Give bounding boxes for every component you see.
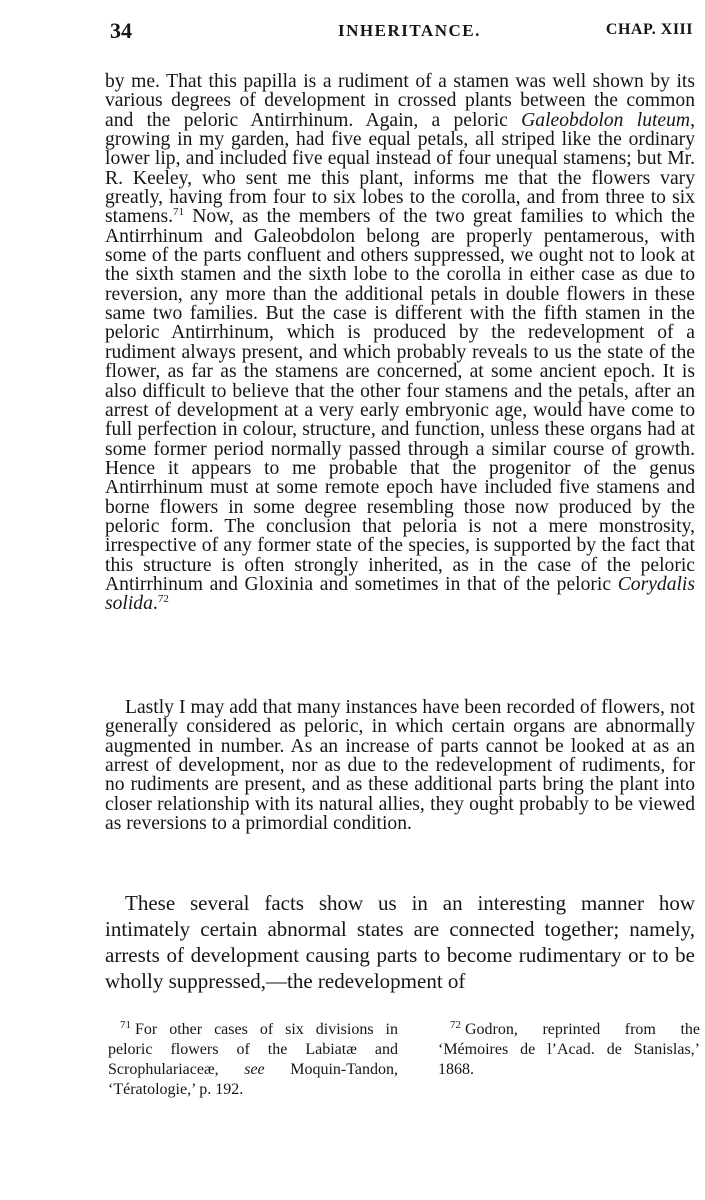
italic-text: Galeobdolon luteum: [521, 109, 691, 131]
footnote-marker: 72: [450, 1019, 461, 1031]
footnote: [438, 1020, 700, 1080]
footnote-reference: 72: [157, 593, 169, 606]
body-paragraph: [105, 72, 695, 614]
text-run: .: [152, 593, 158, 615]
text-run: , growing in my garden, had five equal petals, all striped like the ordinary lower lip, and included five equal instead of four unequal stamens; but Mr. R. Keeley, who sent me this plant, informs me that the flowers vary greatly, having from four to six lobes to the corolla, and from three to six stamens.: [105, 109, 695, 228]
page-number: 34: [110, 18, 132, 43]
footnote-text: [108, 1021, 398, 1098]
footnote-reference: 71: [173, 206, 185, 219]
footnote: [108, 1020, 398, 1100]
running-title: INHERITANCE.: [338, 21, 481, 40]
text-run: Moquin-Tandon, ‘Tératologie,’ p. 192.: [108, 1061, 398, 1098]
paragraph-text: [105, 698, 695, 833]
text-run: by me. That this papilla is a rudiment of a stamen was well shown by its various degrees of development in crossed plants between the common and the peloric Antirrhinum. Again, a peloric: [105, 71, 695, 131]
body-paragraph: [105, 698, 695, 833]
running-header: [108, 18, 693, 50]
text-run: Godron, reprinted from the ‘Mémoires de l’Acad. de Stanislas,’ 1868.: [438, 1021, 700, 1078]
paragraph-text: [105, 890, 695, 994]
text-run: For other cases of six divisions in peloric flowers of the Labiatæ and Scrophulariaceæ,: [108, 1021, 398, 1078]
footnote-marker: 71: [120, 1019, 131, 1031]
italic-text: Corydalis solida: [105, 573, 695, 615]
text-run: These several facts show us in an interesting manner how intimately certain abnormal states are connected together; namely, arrests of development causing parts to become rudimentary or to be wholly suppressed,—the redevelopment of: [105, 891, 695, 993]
paragraph-text: [105, 72, 695, 614]
text-run: Lastly I may add that many instances have been recorded of flowers, not generally considered as peloric, in which certain organs are abnormally augmented in number. As an increase of parts cannot be looked at as an arrest of development, nor as due to the redevelopment of rudiments, for no rudiments are present, and as these additional parts bring the plant into closer relationship with its natural allies, they ought probably to be viewed as reversions to a primordial condition.: [105, 697, 695, 835]
body-paragraph: [105, 890, 695, 994]
text-run: Now, as the members of the two great families to which the Antirrhinum and Galeobdolon belong are properly pentamerous, with some of the parts confluent and others suppressed, we ought not to look at the sixth stamen and the sixth lobe to the corolla in either case as due to reversion, any more than the additional petals in double flowers in these same two families. But the case is different with the fifth stamen in the peloric Antirrhinum, which is produced by the redevelopment of a rudiment always present, and which probably reveals to us the state of the flower, as far as the stamens are concerned, at some ancient epoch. It is also difficult to believe that the other four stamens and the petals, after an arrest of development at a very early embryonic age, would have come to full perfection in colour, structure, and function, unless these organs had at some former period normally passed through a similar course of growth. Hence it appears to me probable that the progenitor of the genus Antirrhinum must at some remote epoch have included five stamens and borne flowers in some degree resembling those now produced by the peloric form. The conclusion that peloria is not a mere monstrosity, irrespective of any former state of the species, is supported by the fact that this structure is often strongly inherited, as in the case of the peloric Antirrhinum and Gloxinia and sometimes in that of the peloric: [105, 206, 695, 595]
chapter-label: CHAP. XIII: [605, 21, 693, 38]
italic-text: see: [244, 1061, 265, 1078]
footnote-text: [438, 1021, 700, 1078]
